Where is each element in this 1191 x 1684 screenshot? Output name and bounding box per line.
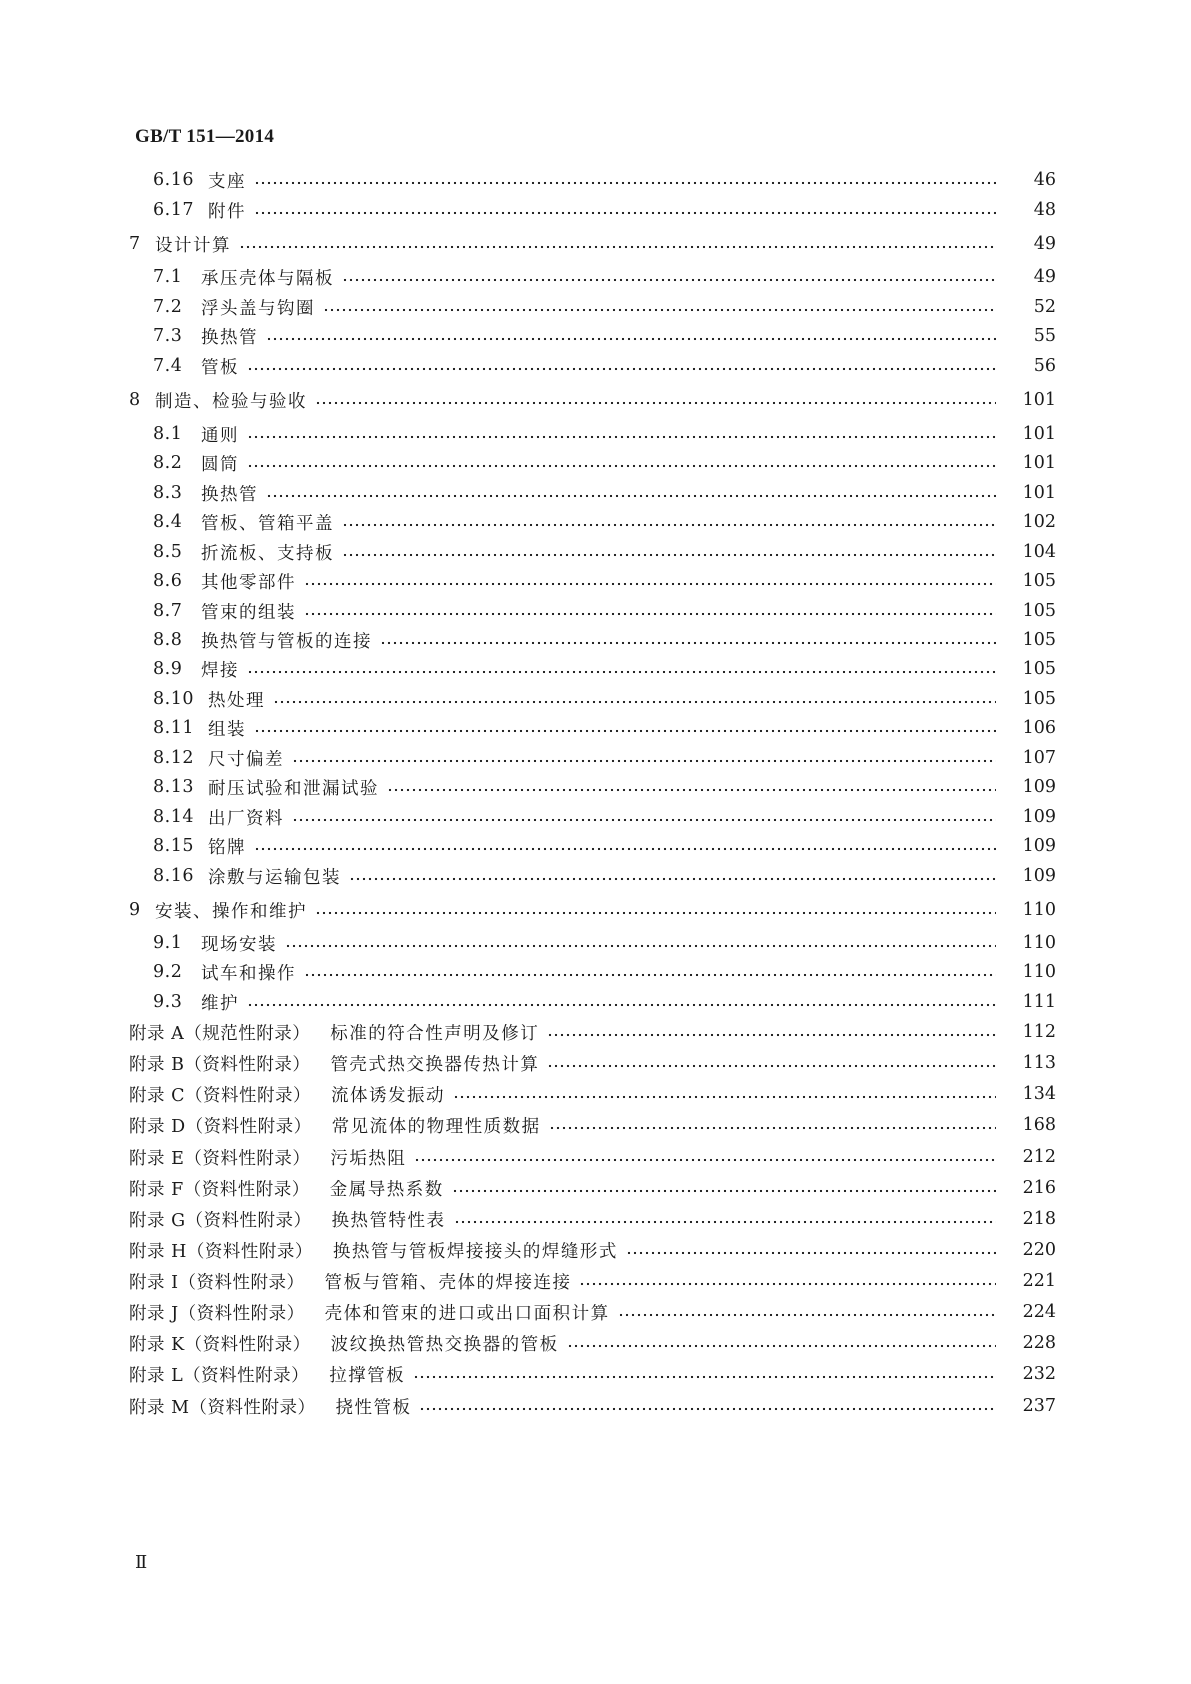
toc-entry[interactable] xyxy=(0,896,1191,924)
toc-entry-number: 8.13 xyxy=(153,777,194,797)
toc-entry-page: 105 xyxy=(1022,659,1056,679)
toc-entry-title: 挠性管板 xyxy=(335,1397,412,1418)
toc-entry-page: 218 xyxy=(1022,1209,1056,1229)
dot-leader xyxy=(254,181,996,185)
dot-leader xyxy=(304,612,996,616)
toc-entry-title: 安装、操作和维护 xyxy=(155,901,307,922)
toc-entry-number: 附录 G（资料性附录） xyxy=(129,1210,312,1231)
toc-entry-number: 附录 D（资料性附录） xyxy=(129,1116,312,1137)
toc-entry-title: 其他零部件 xyxy=(201,572,296,593)
toc-entry[interactable] xyxy=(0,420,1191,448)
toc-entry-page: 109 xyxy=(1022,777,1056,797)
dot-leader xyxy=(414,1158,996,1162)
toc-entry-title: 标准的符合性声明及修订 xyxy=(330,1023,540,1044)
dot-leader xyxy=(247,1003,996,1007)
toc-entry-page: 220 xyxy=(1022,1240,1056,1260)
toc-entry-number: 9.3 xyxy=(153,992,183,1012)
toc-entry[interactable] xyxy=(0,773,1191,801)
toc-entry[interactable] xyxy=(0,832,1191,860)
toc-entry-title: 焊接 xyxy=(201,660,239,681)
toc-entry-page: 237 xyxy=(1022,1396,1056,1416)
toc-entry[interactable] xyxy=(0,803,1191,831)
toc-entry-title: 管板与管箱、壳体的焊接连接 xyxy=(324,1272,572,1293)
dot-leader xyxy=(292,818,996,822)
toc-entry-title: 通则 xyxy=(201,425,239,446)
toc-entry-title: 拉撑管板 xyxy=(329,1365,406,1386)
toc-entry-title: 附件 xyxy=(208,201,246,222)
dot-leader xyxy=(454,1220,996,1224)
toc-entry[interactable] xyxy=(0,714,1191,742)
toc-entry-title: 污垢热阻 xyxy=(330,1148,407,1169)
toc-entry-number: 6.17 xyxy=(153,200,194,220)
toc-entry-page: 232 xyxy=(1022,1364,1056,1384)
toc-entry[interactable] xyxy=(0,958,1191,986)
toc-entry-number: 附录 K（资料性附录） xyxy=(129,1334,311,1355)
toc-entry-title: 流体诱发振动 xyxy=(330,1085,445,1106)
toc-appendix-entry[interactable] xyxy=(0,1392,1191,1420)
toc-entry-number: 9.1 xyxy=(153,933,183,953)
toc-entry-number: 9.2 xyxy=(153,962,183,982)
dot-leader xyxy=(315,401,996,405)
dot-leader xyxy=(413,1375,996,1379)
toc-entry-title: 换热管与管板焊接接头的焊缝形式 xyxy=(332,1241,618,1262)
toc-entry[interactable] xyxy=(0,538,1191,566)
dot-leader xyxy=(285,944,996,948)
toc-entry-number: 7 xyxy=(129,234,141,254)
toc-entry[interactable] xyxy=(0,479,1191,507)
toc-entry-number: 7.4 xyxy=(153,356,183,376)
toc-entry-title: 换热管特性表 xyxy=(331,1210,446,1231)
toc-entry[interactable] xyxy=(0,744,1191,772)
dot-leader xyxy=(342,523,996,527)
toc-entry-page: 49 xyxy=(1033,267,1056,287)
toc-entry-number: 附录 L（资料性附录） xyxy=(129,1365,310,1386)
toc-entry-number: 8.3 xyxy=(153,483,183,503)
toc-entry[interactable] xyxy=(0,322,1191,350)
toc-entry-page: 111 xyxy=(1022,992,1056,1012)
toc-entry-page: 112 xyxy=(1022,1022,1056,1042)
toc-entry[interactable] xyxy=(0,352,1191,380)
toc-entry-number: 附录 B（资料性附录） xyxy=(129,1054,311,1075)
toc-entry[interactable] xyxy=(0,196,1191,224)
toc-entry-title: 管板、管箱平盖 xyxy=(201,513,334,534)
toc-entry-page: 48 xyxy=(1033,200,1056,220)
toc-appendix-entry[interactable] xyxy=(0,1236,1191,1264)
toc-entry-title: 换热管与管板的连接 xyxy=(201,631,372,652)
toc-entry-page: 105 xyxy=(1022,571,1056,591)
dot-leader xyxy=(342,278,996,282)
dot-leader xyxy=(266,337,996,341)
dot-leader xyxy=(342,553,996,557)
toc-entry-page: 101 xyxy=(1022,483,1056,503)
dot-leader xyxy=(266,494,996,498)
dot-leader xyxy=(304,973,996,977)
toc-entry-title: 组装 xyxy=(208,719,246,740)
toc-entry-number: 6.16 xyxy=(153,170,194,190)
dot-leader xyxy=(387,788,996,792)
toc-entry[interactable] xyxy=(0,655,1191,683)
toc-entry-number: 9 xyxy=(129,900,141,920)
toc-entry-title: 壳体和管束的进口或出口面积计算 xyxy=(324,1303,610,1324)
toc-entry[interactable] xyxy=(0,597,1191,625)
toc-entry-page: 52 xyxy=(1033,297,1056,317)
toc-entry-title: 波纹换热管热交换器的管板 xyxy=(330,1334,559,1355)
toc-entry-page: 101 xyxy=(1022,424,1056,444)
dot-leader xyxy=(254,729,996,733)
toc-entry-page: 216 xyxy=(1022,1178,1056,1198)
toc-entry[interactable] xyxy=(0,567,1191,595)
toc-appendix-entry[interactable] xyxy=(0,1267,1191,1295)
toc-entry-title: 常见流体的物理性质数据 xyxy=(331,1116,541,1137)
toc-entry-page: 106 xyxy=(1022,718,1056,738)
toc-entry-title: 出厂资料 xyxy=(208,808,284,829)
toc-entry-page: 105 xyxy=(1022,630,1056,650)
page-number: Ⅱ xyxy=(135,1552,148,1572)
toc-entry-title: 耐压试验和泄漏试验 xyxy=(208,778,379,799)
toc-entry-page: 134 xyxy=(1022,1084,1056,1104)
dot-leader xyxy=(254,211,996,215)
dot-leader xyxy=(239,245,996,249)
toc-appendix-entry[interactable] xyxy=(0,1080,1191,1108)
toc-appendix-entry[interactable] xyxy=(0,1329,1191,1357)
toc-entry-page: 46 xyxy=(1033,170,1056,190)
dot-leader xyxy=(626,1251,996,1255)
toc-entry[interactable] xyxy=(0,685,1191,713)
dot-leader xyxy=(452,1189,996,1193)
toc-entry-number: 附录 J（资料性附录） xyxy=(129,1303,305,1324)
toc-entry[interactable] xyxy=(0,230,1191,258)
dot-leader xyxy=(247,670,996,674)
toc-appendix-entry[interactable] xyxy=(0,1049,1191,1077)
toc-entry-title: 折流板、支持板 xyxy=(201,543,334,564)
toc-entry-page: 104 xyxy=(1022,542,1056,562)
toc-entry-title: 换热管 xyxy=(201,484,258,505)
toc-entry-number: 8.8 xyxy=(153,630,183,650)
toc-entry[interactable] xyxy=(0,263,1191,291)
dot-leader xyxy=(567,1344,996,1348)
toc-entry-page: 224 xyxy=(1022,1302,1056,1322)
toc-entry-number: 8.16 xyxy=(153,866,194,886)
toc-entry-page: 105 xyxy=(1022,601,1056,621)
dot-leader xyxy=(579,1282,996,1286)
toc-entry-title: 热处理 xyxy=(208,690,265,711)
toc-entry-number: 8 xyxy=(129,390,141,410)
toc-entry-title: 维护 xyxy=(201,993,239,1014)
toc-entry-page: 55 xyxy=(1033,326,1056,346)
toc-entry-page: 228 xyxy=(1022,1333,1056,1353)
toc-entry[interactable] xyxy=(0,166,1191,194)
toc-entry-number: 附录 H（资料性附录） xyxy=(129,1241,313,1262)
dot-leader xyxy=(247,367,996,371)
toc-entry-title: 承压壳体与隔板 xyxy=(201,268,334,289)
toc-appendix-entry[interactable] xyxy=(0,1205,1191,1233)
toc-entry-title: 管束的组装 xyxy=(201,602,296,623)
toc-entry-page: 56 xyxy=(1033,356,1056,376)
toc-entry[interactable] xyxy=(0,988,1191,1016)
dot-leader xyxy=(453,1095,996,1099)
toc-entry[interactable] xyxy=(0,929,1191,957)
toc-entry-number: 附录 A（规范性附录） xyxy=(129,1023,311,1044)
toc-appendix-entry[interactable] xyxy=(0,1298,1191,1326)
toc-entry-title: 涂敷与运输包装 xyxy=(208,867,341,888)
toc-entry-number: 8.14 xyxy=(153,807,194,827)
toc-entry-number: 7.2 xyxy=(153,297,183,317)
toc-entry-number: 8.12 xyxy=(153,748,194,768)
toc-entry-number: 8.9 xyxy=(153,659,183,679)
toc-entry-title: 尺寸偏差 xyxy=(208,749,284,770)
toc-entry-title: 支座 xyxy=(208,171,246,192)
dot-leader xyxy=(549,1126,996,1130)
dot-leader xyxy=(304,582,996,586)
dot-leader xyxy=(254,847,996,851)
toc-entry-page: 221 xyxy=(1022,1271,1056,1291)
toc-entry-number: 8.7 xyxy=(153,601,183,621)
toc-entry-number: 8.4 xyxy=(153,512,183,532)
toc-entry-page: 212 xyxy=(1022,1147,1056,1167)
toc-entry-page: 49 xyxy=(1033,234,1056,254)
toc-entry-number: 8.2 xyxy=(153,453,183,473)
dot-leader xyxy=(323,308,996,312)
toc-appendix-entry[interactable] xyxy=(0,1111,1191,1139)
toc-entry-page: 109 xyxy=(1022,836,1056,856)
dot-leader xyxy=(315,911,996,915)
dot-leader xyxy=(380,641,996,645)
toc-entry[interactable] xyxy=(0,626,1191,654)
toc-entry-title: 设计计算 xyxy=(155,235,231,256)
toc-entry-title: 制造、检验与验收 xyxy=(155,391,307,412)
toc-entry-title: 铭牌 xyxy=(208,837,246,858)
toc-entry-page: 101 xyxy=(1022,453,1056,473)
standard-code: GB/T 151—2014 xyxy=(135,126,275,147)
dot-leader xyxy=(247,464,996,468)
toc-entry-number: 附录 C（资料性附录） xyxy=(129,1085,311,1106)
toc-entry-page: 113 xyxy=(1022,1053,1056,1073)
toc-entry[interactable] xyxy=(0,508,1191,536)
toc-entry-page: 109 xyxy=(1022,807,1056,827)
dot-leader xyxy=(247,435,996,439)
toc-entry-title: 圆筒 xyxy=(201,454,239,475)
toc-entry[interactable] xyxy=(0,293,1191,321)
toc-entry-number: 8.6 xyxy=(153,571,183,591)
toc-appendix-entry[interactable] xyxy=(0,1018,1191,1046)
toc-entry-number: 8.10 xyxy=(153,689,194,709)
toc-entry-title: 浮头盖与钩圈 xyxy=(201,298,315,319)
dot-leader xyxy=(349,877,996,881)
toc-entry-number: 8.5 xyxy=(153,542,183,562)
toc-entry-number: 附录 M（资料性附录） xyxy=(129,1397,316,1418)
toc-entry-number: 附录 F（资料性附录） xyxy=(129,1179,310,1200)
toc-entry-number: 8.15 xyxy=(153,836,194,856)
toc-entry-title: 管板 xyxy=(201,357,239,378)
toc-entry-page: 168 xyxy=(1022,1115,1056,1135)
dot-leader xyxy=(547,1064,996,1068)
toc-entry[interactable] xyxy=(0,862,1191,890)
toc-appendix-entry[interactable] xyxy=(0,1143,1191,1171)
toc-entry-number: 8.1 xyxy=(153,424,183,444)
dot-leader xyxy=(618,1313,996,1317)
toc-entry-title: 金属导热系数 xyxy=(329,1179,444,1200)
dot-leader xyxy=(419,1407,996,1411)
toc-entry-page: 101 xyxy=(1022,390,1056,410)
toc-entry-title: 换热管 xyxy=(201,327,258,348)
toc-entry-page: 102 xyxy=(1022,512,1056,532)
toc-appendix-entry[interactable] xyxy=(0,1360,1191,1388)
toc-entry-page: 109 xyxy=(1022,866,1056,886)
toc-entry-page: 110 xyxy=(1022,962,1056,982)
toc-entry-title: 现场安装 xyxy=(201,934,277,955)
toc-entry-page: 105 xyxy=(1022,689,1056,709)
toc-entry-number: 附录 I（资料性附录） xyxy=(129,1272,305,1293)
toc-entry-page: 110 xyxy=(1022,933,1056,953)
toc-entry-number: 附录 E（资料性附录） xyxy=(129,1148,311,1169)
toc-entry-number: 8.11 xyxy=(153,718,194,738)
dot-leader xyxy=(292,759,996,763)
toc-entry-number: 7.3 xyxy=(153,326,183,346)
toc-entry-page: 107 xyxy=(1022,748,1056,768)
toc-entry-page: 110 xyxy=(1022,900,1056,920)
toc-entry-title: 管壳式热交换器传热计算 xyxy=(330,1054,540,1075)
dot-leader xyxy=(547,1033,996,1037)
toc-appendix-entry[interactable] xyxy=(0,1174,1191,1202)
toc-entry[interactable] xyxy=(0,386,1191,414)
toc-entry-title: 试车和操作 xyxy=(201,963,296,984)
toc-entry-number: 7.1 xyxy=(153,267,183,287)
toc-entry[interactable] xyxy=(0,449,1191,477)
dot-leader xyxy=(273,700,996,704)
